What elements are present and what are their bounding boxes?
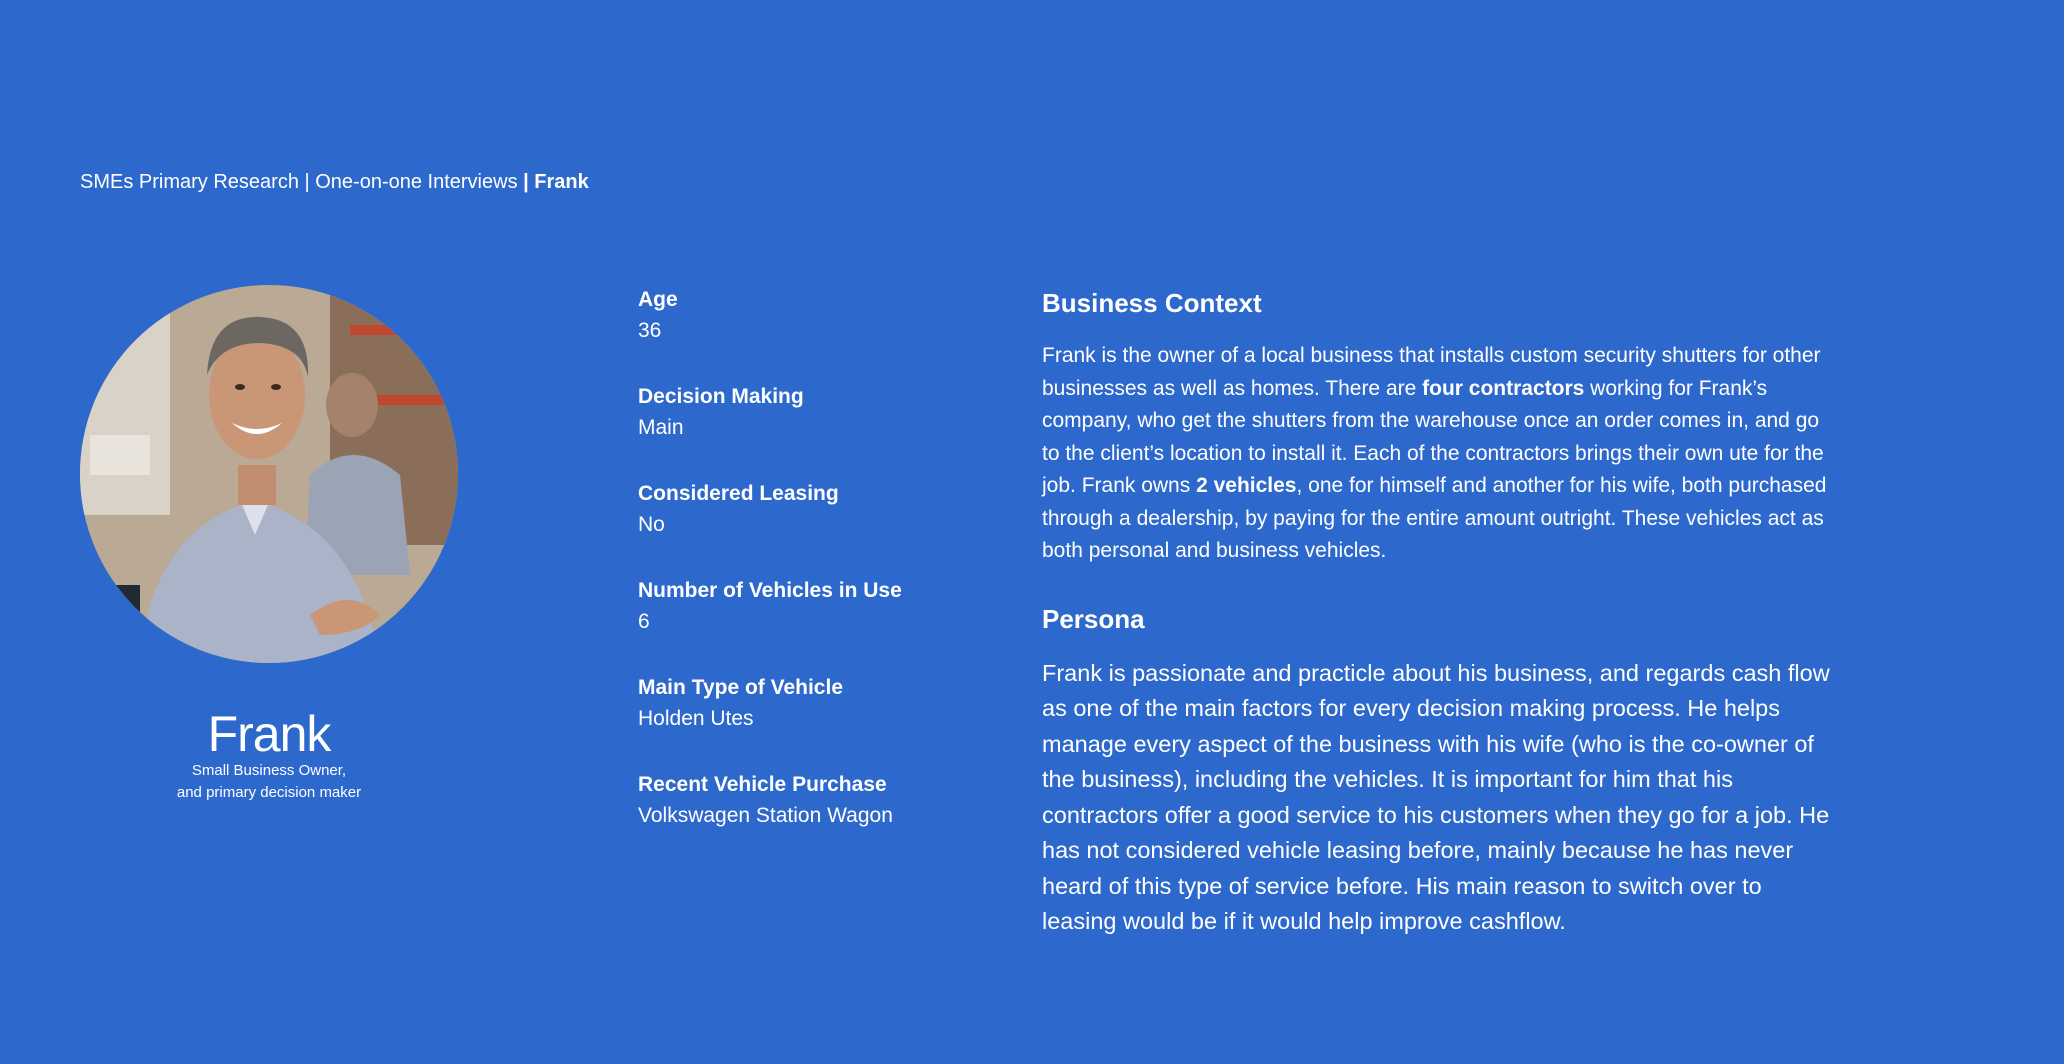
- fact-decision-making: [638, 383, 998, 480]
- fact-value: Holden Utes: [638, 707, 754, 730]
- business-context-paragraph: [1042, 340, 1842, 568]
- fact-label: Age: [638, 288, 678, 311]
- fact-vehicles-in-use: [638, 577, 998, 674]
- role-line-1: Small Business Owner,: [191, 762, 347, 779]
- profile-photo: [80, 285, 458, 663]
- fact-label: Recent Vehicle Purchase: [638, 773, 887, 796]
- business-context-text-3: , one for himself and another for his wife, both purchased through a dealership, by paying for the entire amount outright. These vehicles act as both personal and business vehicles.: [1042, 474, 1827, 562]
- fact-label: Considered Leasing: [638, 482, 839, 505]
- breadcrumb: [80, 170, 589, 194]
- fact-label: Decision Making: [638, 385, 804, 408]
- role-line-2: and primary decision maker: [176, 784, 362, 801]
- business-context-heading: Business Context: [1042, 288, 1262, 318]
- fact-main-vehicle-type: [638, 674, 998, 771]
- business-context-text-2: working for Frank’s company, who get the shutters from the warehouse once an order comes in, and go to the client’s location to install it. Each of the contractors brings their own ute for the job. Frank owns: [1042, 376, 1824, 497]
- business-context-bold-2: 2 vehicles: [1196, 474, 1297, 497]
- fact-age: [638, 286, 998, 383]
- fact-value: 6: [638, 610, 650, 633]
- fact-label: Main Type of Vehicle: [638, 676, 843, 699]
- fact-value: No: [638, 513, 665, 536]
- persona-paragraph: Frank is passionate and practicle about his business, and regards cash flow as one of the main factors for every decision making process. He helps manage every aspect of the business with his wife (who is the co-owner of the business), including the vehicles. It is important for him that his contractors offer a good service to his customers when they go for a job. He has not considered vehicle leasing before, mainly because he has never heard of this type of service before. His main reason to switch over to leasing would be if it would help improve cashflow.: [1042, 659, 1830, 934]
- fact-considered-leasing: [638, 480, 998, 577]
- fact-label: Number of Vehicles in Use: [638, 579, 902, 602]
- facts-list: [638, 286, 998, 868]
- fact-value: Volkswagen Station Wagon: [638, 804, 893, 827]
- fact-value: 36: [638, 319, 662, 342]
- breadcrumb-current: | Frank: [523, 171, 589, 193]
- persona-heading: Persona: [1042, 603, 1145, 634]
- business-context-text-1: Frank is the owner of a local business that installs custom security shutters for other businesses as well as homes. There are: [1042, 344, 1821, 400]
- fact-recent-purchase: [638, 771, 998, 868]
- business-context-bold-1: four contractors: [1422, 376, 1585, 400]
- content-column: [1042, 286, 1842, 940]
- fact-value: Main: [638, 416, 684, 439]
- breadcrumb-path: SMEs Primary Research | One-on-one Interviews: [80, 171, 524, 193]
- person-photo-icon: [80, 285, 458, 663]
- person-name: Frank: [207, 706, 331, 762]
- person-role: [80, 760, 458, 804]
